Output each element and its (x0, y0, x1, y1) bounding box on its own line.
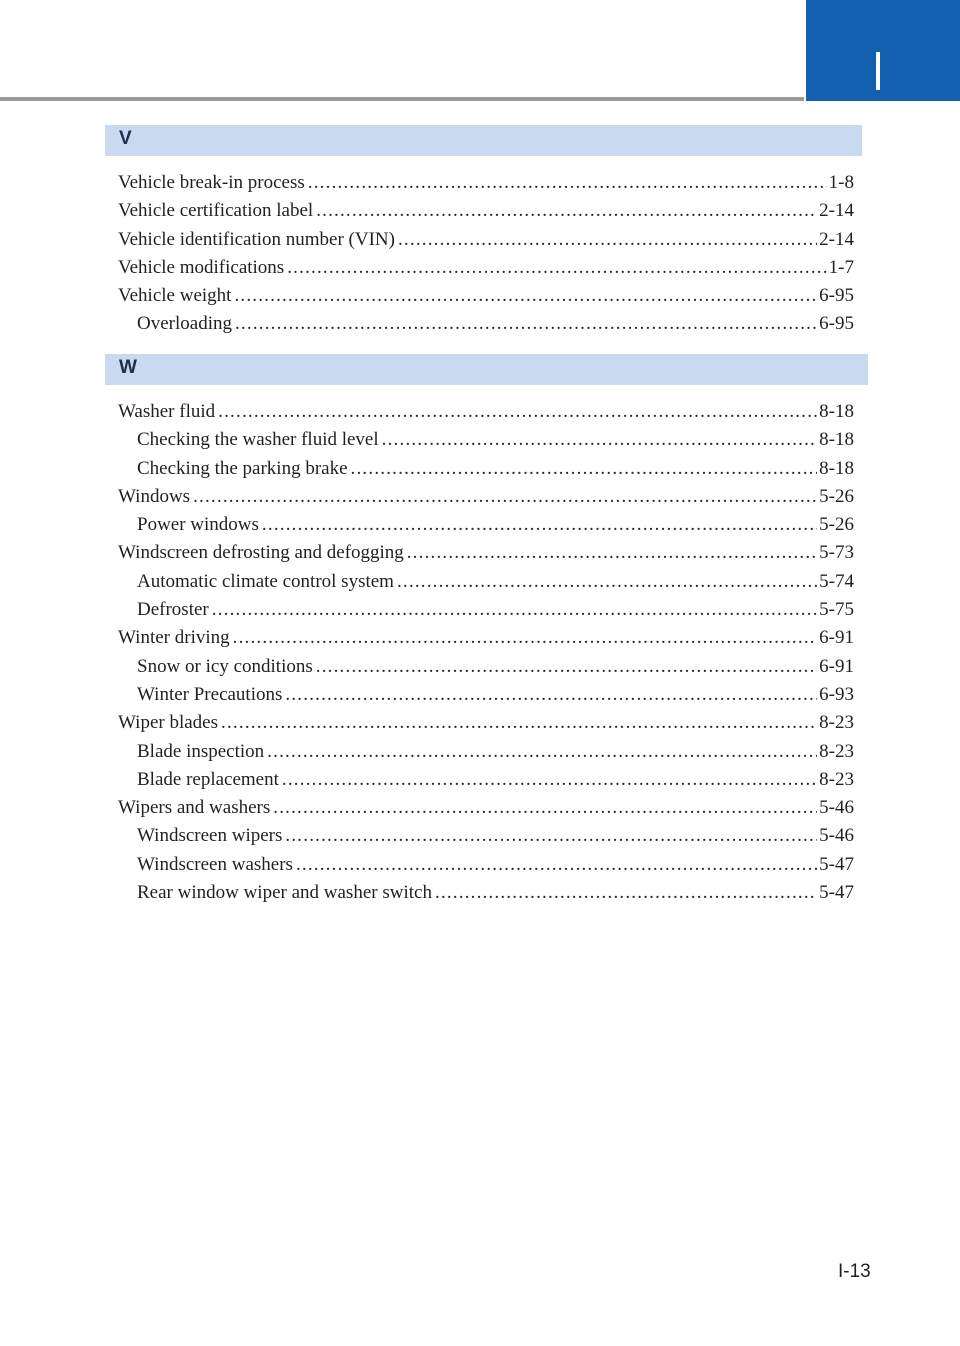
entry-label: Windscreen wipers (137, 825, 283, 847)
entry-label: Vehicle break-in process (118, 172, 305, 193)
entry-page: 8-18 (819, 429, 854, 451)
entry-page: 2-14 (819, 228, 854, 250)
entry-label: Rear window wiper and washer switch (137, 882, 432, 904)
dot-leader (407, 539, 817, 567)
index-entry (118, 539, 854, 567)
dot-leader (221, 709, 817, 737)
entry-page: 5-26 (819, 514, 854, 536)
dot-leader (285, 822, 817, 850)
index-subentry (118, 568, 854, 596)
index-entry (118, 282, 854, 310)
dot-leader (267, 738, 817, 766)
dot-leader (382, 426, 818, 454)
index-entry (118, 483, 854, 511)
entry-label: Windscreen washers (137, 853, 293, 875)
entry-label: Vehicle identification number (VIN) (118, 228, 395, 250)
dot-leader (285, 681, 817, 709)
entry-page: 5-47 (819, 853, 854, 875)
dot-leader (234, 282, 817, 310)
entry-label: Automatic climate control system (137, 570, 394, 592)
entry-label: Power windows (137, 514, 259, 536)
index-entry (118, 398, 854, 426)
dot-leader (212, 596, 817, 624)
entry-page: 8-18 (819, 457, 854, 479)
entry-label: Checking the washer fluid level (137, 429, 379, 451)
entry-page: 8-18 (819, 401, 854, 422)
dot-leader (273, 794, 817, 822)
entry-label: Winter driving (118, 627, 230, 649)
index-subentry (118, 310, 854, 338)
entry-page: 2-14 (819, 200, 854, 222)
entry-page: 5-46 (819, 797, 854, 819)
entry-page: 6-95 (819, 285, 854, 307)
index-subentry (118, 822, 854, 850)
index-subentry (118, 766, 854, 794)
index-subentry (118, 426, 854, 454)
index-entry (118, 624, 854, 652)
entry-page: 5-47 (819, 882, 854, 904)
entry-page: 6-95 (819, 313, 854, 335)
entry-label: Windscreen defrosting and defogging (118, 542, 404, 564)
page-number: I-13 (838, 1261, 871, 1282)
entry-page: 5-46 (819, 825, 854, 847)
entry-page: 6-91 (819, 655, 854, 677)
index-subentry (118, 738, 854, 766)
index-subentry (118, 851, 854, 879)
entry-label: Blade replacement (137, 768, 279, 790)
index-subentry (118, 653, 854, 681)
chapter-tab (806, 0, 960, 101)
dot-leader (397, 568, 817, 596)
dot-leader (296, 851, 817, 879)
entry-label: Vehicle certification label (118, 200, 314, 222)
dot-leader (435, 879, 817, 907)
entry-page: 6-91 (819, 627, 854, 649)
entry-page: 1-8 (828, 172, 854, 193)
entry-label: Overloading (137, 313, 232, 335)
header-rule (0, 97, 804, 101)
index-entry (118, 254, 854, 282)
index-subentry (118, 596, 854, 624)
dot-leader (193, 483, 817, 511)
index-entry (118, 794, 854, 822)
index-subentry (118, 681, 854, 709)
dot-leader (218, 398, 817, 426)
dot-leader (235, 310, 817, 338)
index-entry (118, 226, 854, 254)
entry-page: 6-93 (819, 683, 854, 705)
index-subentry (118, 879, 854, 907)
entry-label: Wiper blades (118, 712, 219, 734)
index-entry (118, 169, 854, 197)
entry-page: 5-74 (819, 570, 854, 592)
entry-label: Winter Precautions (137, 683, 283, 705)
dot-leader (351, 455, 818, 483)
entry-page: 8-23 (819, 740, 854, 762)
index-subentry (118, 455, 854, 483)
index-entry (118, 197, 854, 225)
entry-label: Windows (118, 485, 191, 507)
section-letter: W (119, 357, 137, 378)
dot-leader (233, 624, 818, 652)
index-subentry (118, 511, 854, 539)
entry-label: Blade inspection (137, 740, 265, 762)
index-list-w (118, 398, 854, 907)
dot-leader (398, 226, 817, 254)
dot-leader (316, 197, 817, 225)
entry-label: Washer fluid (118, 401, 216, 422)
entry-page: 5-26 (819, 485, 854, 507)
entry-page: 5-75 (819, 599, 854, 621)
dot-leader (262, 511, 817, 539)
dot-leader (287, 254, 826, 282)
entry-label: Wipers and washers (118, 797, 271, 819)
dot-leader (316, 653, 817, 681)
section-letter: V (119, 128, 132, 149)
entry-page: 8-23 (819, 768, 854, 790)
entry-page: 8-23 (819, 712, 854, 734)
entry-label: Defroster (137, 599, 209, 621)
entry-page: 5-73 (819, 542, 854, 564)
chapter-letter-i (876, 52, 880, 90)
entry-page: 1-7 (828, 256, 854, 278)
section-header-v (105, 125, 862, 156)
index-entry (118, 709, 854, 737)
entry-label: Checking the parking brake (137, 457, 348, 479)
entry-label: Vehicle weight (118, 285, 232, 307)
section-header-w (105, 354, 868, 385)
entry-label: Vehicle modifications (118, 256, 285, 278)
index-list-v (118, 169, 854, 339)
dot-leader (282, 766, 817, 794)
dot-leader (308, 169, 827, 197)
entry-label: Snow or icy conditions (137, 655, 313, 677)
